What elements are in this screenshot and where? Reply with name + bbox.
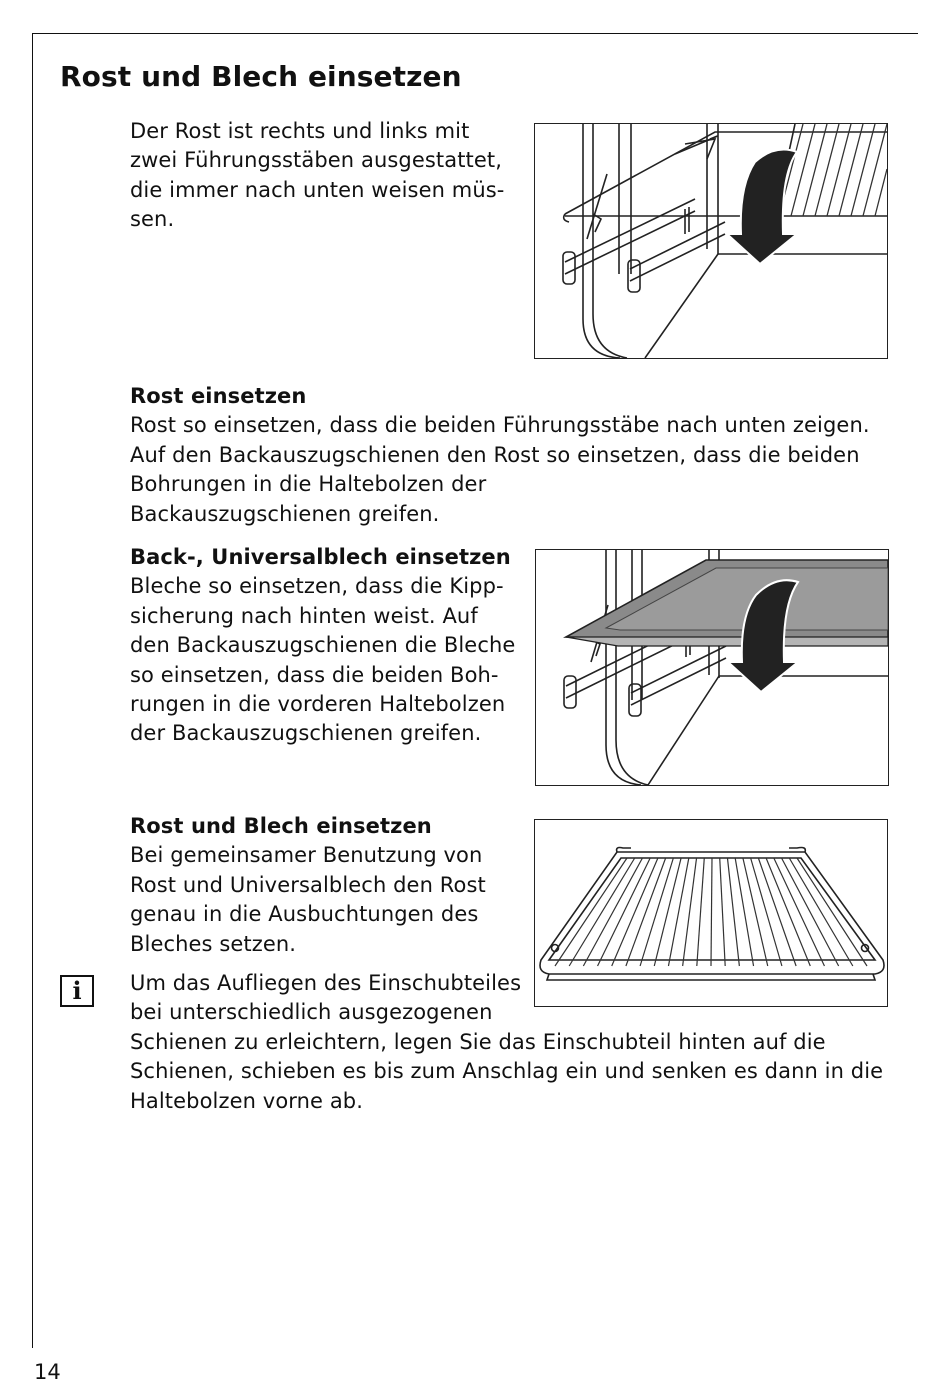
info-note-line: bei unterschiedlich ausgezogenen xyxy=(130,1000,493,1025)
rack-bar xyxy=(766,858,810,966)
rack-bar xyxy=(555,858,627,966)
intro-line: zwei Führungsstäben ausgestattet, xyxy=(130,148,502,173)
rack-bar xyxy=(711,858,712,966)
rack-bar xyxy=(612,858,658,966)
section-rost-line: Auf den Backauszugschienen den Rost so einsetzen, dass die beiden xyxy=(130,442,860,467)
section-blech-line: Bleche so einsetzen, dass die Kipp- xyxy=(130,574,504,599)
info-note-line: Schienen, schieben es bis zum Anschlag ein und senken es dann in die xyxy=(130,1059,884,1084)
info-note-line: Haltebolzen vorne ab. xyxy=(130,1088,364,1113)
rack-bar xyxy=(640,858,673,966)
intro-line: sen. xyxy=(130,207,175,232)
section-rost-line: Rost so einsetzen, dass die beiden Führungsstäbe nach unten zeigen. xyxy=(130,413,870,438)
rack-bar xyxy=(598,858,651,966)
left-rule xyxy=(32,33,33,1348)
rack-bar xyxy=(720,858,725,966)
rack-bar xyxy=(583,858,642,966)
section-rost-line: Backauszugschienen greifen. xyxy=(130,501,440,526)
rack-bar xyxy=(626,858,666,966)
rack-insertion-illustration xyxy=(534,123,888,359)
section-combo-line: Rost und Universalblech den Rost xyxy=(130,872,486,897)
info-note xyxy=(130,969,883,1116)
rack-bar xyxy=(668,858,688,966)
section-rost-heading: Rost einsetzen xyxy=(130,384,307,408)
section-blech-line: den Backauszugschienen die Bleche xyxy=(130,633,516,658)
section-blech xyxy=(130,543,515,749)
info-icon: i xyxy=(60,975,94,1007)
section-blech-line: so einsetzen, dass die beiden Boh- xyxy=(130,662,499,687)
rack-bar xyxy=(683,858,697,966)
page-number: 14 xyxy=(34,1360,61,1384)
page-title: Rost und Blech einsetzen xyxy=(60,60,462,93)
info-note-line: Um das Aufliegen des Einschubteiles xyxy=(130,971,522,995)
top-rule xyxy=(32,33,918,34)
intro-text xyxy=(130,117,504,235)
section-combo xyxy=(130,812,486,959)
section-rost xyxy=(130,382,870,529)
tray-insertion-drawing xyxy=(536,550,888,785)
section-combo-line: Bei gemeinsamer Benutzung von xyxy=(130,843,483,868)
rack-bar xyxy=(697,858,704,966)
rack-bar xyxy=(654,858,681,966)
rack-bar xyxy=(797,858,867,966)
intro-line: Der Rost ist rechts und links mit xyxy=(130,119,470,143)
tray-insertion-illustration xyxy=(535,549,889,786)
section-combo-line: genau in die Ausbuchtungen des xyxy=(130,902,479,927)
section-blech-line: der Backauszugschienen greifen. xyxy=(130,721,482,746)
section-combo-heading: Rost und Blech einsetzen xyxy=(130,814,432,838)
intro-line: die immer nach unten weisen müs- xyxy=(130,177,505,202)
rack-insertion-drawing xyxy=(535,124,887,358)
section-blech-line: rungen in die vorderen Haltebolzen xyxy=(130,692,506,717)
section-rost-line: Bohrungen in die Haltebolzen der xyxy=(130,472,487,497)
info-note-line: Schienen zu erleichtern, legen Sie das Einschubteil hinten auf die xyxy=(130,1029,826,1054)
section-blech-line: sicherung nach hinten weist. Auf xyxy=(130,603,478,628)
section-blech-heading: Back-, Universalblech einsetzen xyxy=(130,545,511,569)
section-combo-line: Bleches setzen. xyxy=(130,931,297,956)
